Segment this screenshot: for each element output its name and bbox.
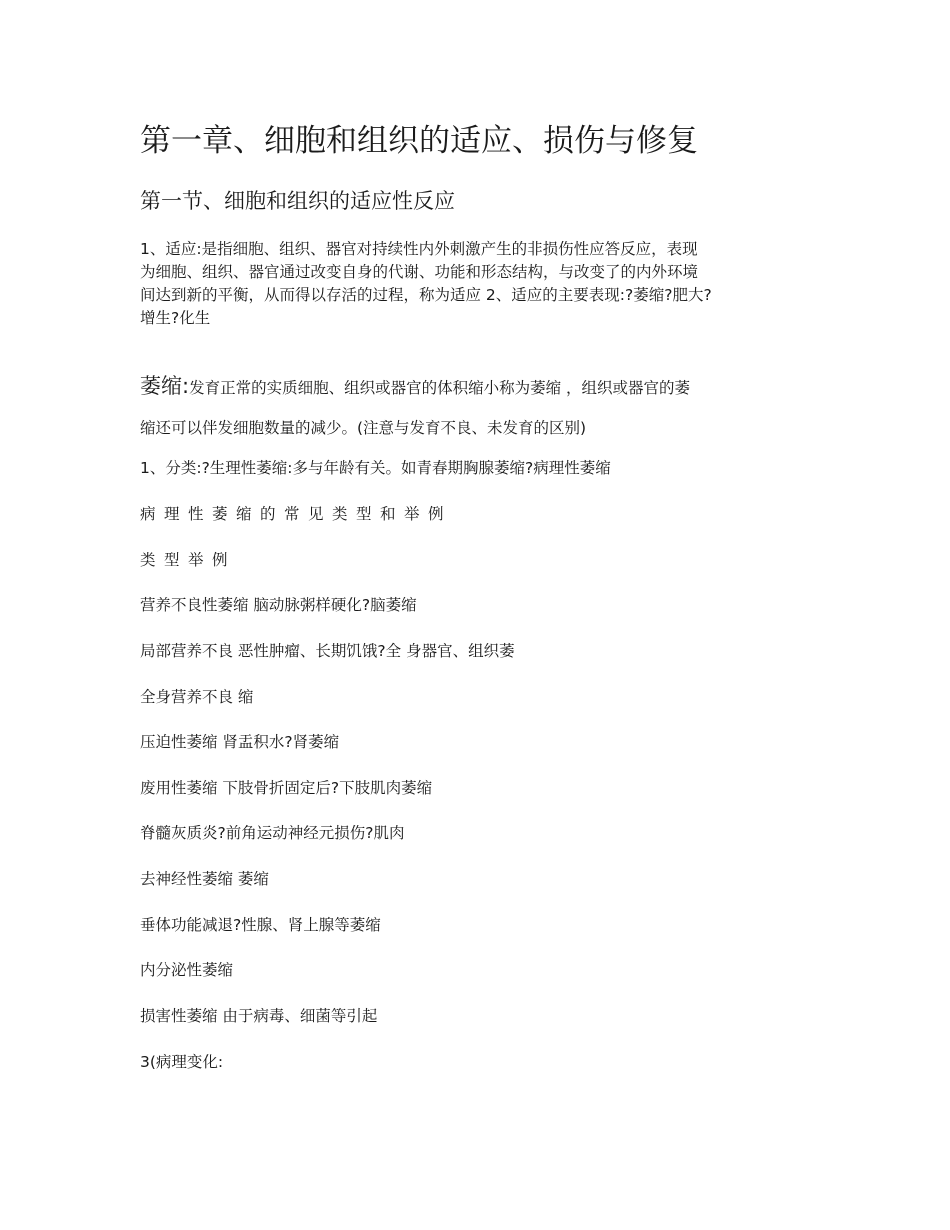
atrophy-definition-line: 缩还可以伴发细胞数量的减少。(注意与发育不良、未发育的区别) — [140, 419, 587, 437]
intro-line: 间达到新的平衡，从而得以存活的过程，称为适应 2、适应的主要表现:?萎缩?肥大? — [140, 286, 712, 304]
intro-paragraph — [140, 238, 820, 330]
table-row: 压迫性萎缩 肾盂积水?肾萎缩 — [140, 733, 340, 751]
table-header: 类型举例 — [140, 551, 237, 569]
table-row: 内分泌性萎缩 — [140, 961, 234, 979]
intro-line: 1、适应:是指细胞、组织、器官对持续性内外刺激产生的非损伤性应答反应，表现 — [140, 240, 698, 258]
table-row: 营养不良性萎缩 脑动脉粥样硬化?脑萎缩 — [140, 596, 417, 614]
atrophy-term: 萎缩: — [140, 374, 190, 398]
intro-line: 增生?化生 — [140, 309, 211, 327]
classification-line: 1、分类:?生理性萎缩:多与年龄有关。如青春期胸腺萎缩?病理性萎缩 — [140, 459, 611, 477]
table-row: 垂体功能减退?性腺、肾上腺等萎缩 — [140, 916, 381, 934]
intro-line: 为细胞、组织、器官通过改变自身的代谢、功能和形态结构，与改变了的内外环境 — [140, 263, 699, 281]
table-row: 全身营养不良 缩 — [140, 688, 254, 706]
table-row: 脊髓灰质炎?前角运动神经元损伤?肌肉 — [140, 824, 405, 842]
chapter-title: 第一章、细胞和组织的适应、损伤与修复 — [140, 123, 698, 159]
table-row: 损害性萎缩 由于病毒、细菌等引起 — [140, 1007, 378, 1025]
atrophy-definition-line: 发育正常的实质细胞、组织或器官的体积缩小称为萎缩 ，组织或器官的萎 — [189, 379, 691, 397]
atrophy-definition — [140, 366, 820, 448]
table-caption: 病理性萎缩的常见类型和举例 — [140, 505, 453, 523]
table-row: 局部营养不良 恶性肿瘤、长期饥饿?全 身器官、组织萎 — [140, 642, 515, 660]
table-row: 去神经性萎缩 萎缩 — [140, 870, 269, 888]
subheading: 3(病理变化: — [140, 1053, 224, 1071]
section-title: 第一节、细胞和组织的适应性反应 — [140, 189, 455, 213]
table-row: 废用性萎缩 下肢骨折固定后?下肢肌肉萎缩 — [140, 779, 433, 797]
